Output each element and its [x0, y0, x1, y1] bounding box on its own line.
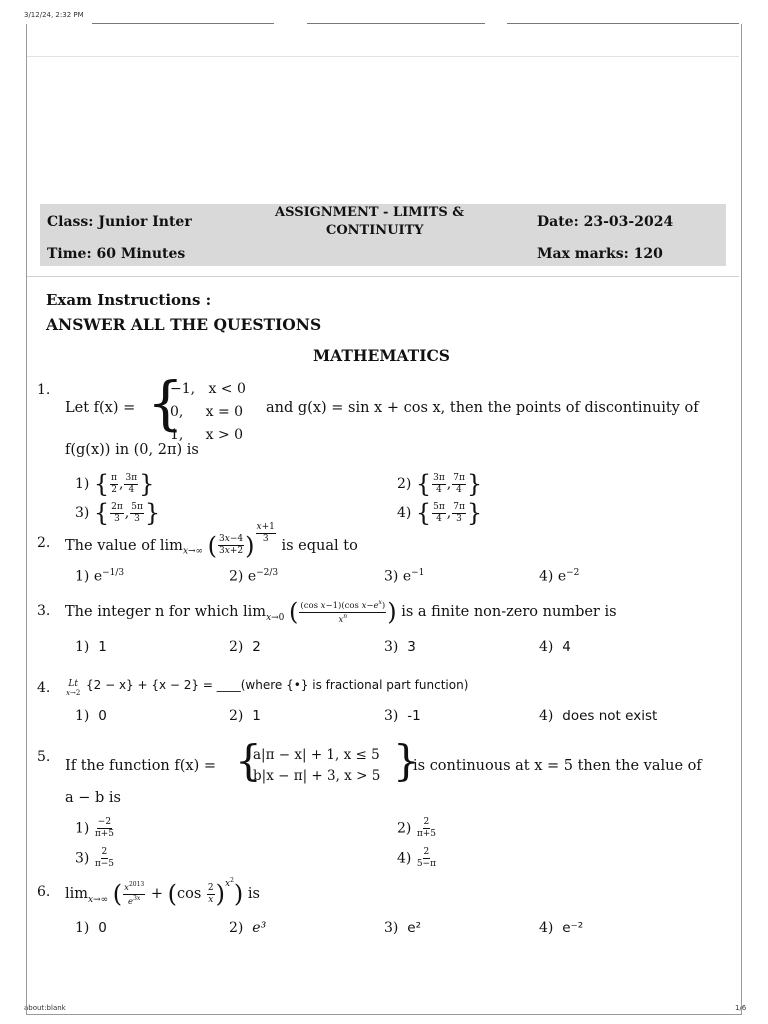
q6-option-3-label: 3)	[384, 920, 399, 936]
q3-option-1-label: 1)	[75, 639, 90, 655]
q2-option-2[interactable]	[229, 568, 278, 585]
q2-tail: is equal to	[281, 537, 358, 554]
q2-option-2-label: 2) e	[229, 568, 257, 585]
footer-url: about:blank	[24, 1004, 66, 1012]
q5-brace-right: }	[393, 736, 420, 785]
q3-option-3-label: 3)	[384, 639, 399, 655]
q4-option-3[interactable]	[384, 708, 421, 724]
q1-case-3: 1, x > 0	[170, 427, 244, 443]
q1-case-2: 0, x = 0	[170, 404, 244, 420]
q3-lead: The integer n for which lim	[65, 604, 267, 620]
q3-option-3-value: 3	[407, 639, 416, 655]
q5-case-1: a|π − x| + 1, x ≤ 5	[253, 747, 380, 763]
q3-option-2[interactable]	[229, 639, 261, 655]
q1-option-3-label: 3)	[75, 505, 90, 521]
q3-option-2-label: 2)	[229, 639, 244, 655]
q2-expression: The value of $\lim_{x\to\infty}$ ( $\frac{3x-4}{3x+2}$ ) $^{\frac{x+1}{3}}$ is equal to	[65, 522, 358, 560]
assignment-title-line2: CONTINUITY	[326, 223, 424, 238]
page-divider	[27, 56, 739, 57]
instructions-heading: Exam Instructions :	[46, 291, 212, 309]
q5-option-1-label: 1)	[75, 820, 90, 837]
q1-line2: f(g(x)) in (0, 2π) is	[65, 442, 199, 458]
q5-option-4[interactable]: 4) $\frac{2}{5-\pi}$	[397, 847, 437, 869]
q6-option-1-value: 0	[98, 920, 107, 936]
q3-number: 3.	[37, 603, 51, 619]
q1-option-1[interactable]: 1) { $\frac{\pi}{2}$ , $\frac{3\pi}{4}$ }	[75, 470, 155, 498]
header-row-2	[40, 244, 726, 266]
q2-option-2-exp: −2/3	[256, 568, 279, 578]
q5-option-1[interactable]: 1) $\frac{-2}{\pi+5}$	[75, 817, 115, 839]
q2-option-1[interactable]	[75, 568, 124, 585]
q6-lead: lim	[65, 886, 89, 902]
q4-option-4-label: 4)	[539, 708, 554, 724]
q5-tail: is continuous at x = 5 then the value of	[413, 758, 702, 774]
page-indicator: 1/6	[735, 1004, 747, 1012]
q5-option-4-label: 4)	[397, 850, 412, 867]
q5-brace-left: {	[235, 736, 262, 785]
q4-option-3-label: 3)	[384, 708, 399, 724]
q3-expression: The integer n for which $\lim_{x\to 0}$ ( $\frac{(\cos x-1)(\cos x-e^x)}{x^n}$ ) is a finite non-zero number is	[65, 598, 617, 626]
q6-option-1[interactable]	[75, 920, 107, 936]
q2-option-4-exp: −2	[566, 568, 580, 578]
q3-option-4-value: 4	[562, 639, 571, 655]
q6-option-4-label: 4)	[539, 920, 554, 936]
header-row-1	[40, 204, 726, 244]
q3-option-4-label: 4)	[539, 639, 554, 655]
q4-option-2[interactable]	[229, 708, 261, 724]
q3-option-1[interactable]	[75, 639, 107, 655]
instructions-text: ANSWER ALL THE QUESTIONS	[46, 315, 322, 334]
q6-option-2-value: e³	[252, 920, 267, 936]
q4-number: 4.	[37, 680, 51, 696]
q1-case-1: −1, x < 0	[170, 381, 246, 397]
q2-option-4-label: 4) e	[539, 568, 567, 585]
q6-option-4[interactable]	[539, 920, 583, 936]
q5-option-2[interactable]: 2) $\frac{2}{\pi+5}$	[397, 817, 437, 839]
q4-limit-symbol: Lt x→2	[66, 679, 81, 697]
q4-option-2-label: 2)	[229, 708, 244, 724]
q1-number: 1.	[37, 382, 51, 398]
q5-option-3[interactable]: 3) $\frac{2}{\pi-5}$	[75, 847, 115, 869]
q2-option-3-exp: −1	[411, 568, 425, 578]
time-label: Time: 60 Minutes	[47, 246, 186, 262]
q6-expression: $\lim_{x\to\infty}$ ( $\frac{x^{2013}}{e^{3x}}$ + (cos $\frac{2}{x}$ )$^{x^2}$) is	[65, 877, 260, 908]
date-label: Date: 23-03-2024	[537, 214, 674, 230]
q3-option-1-value: 1	[98, 639, 107, 655]
q1-option-1-label: 1)	[75, 476, 90, 492]
q5-number: 5.	[37, 749, 51, 765]
q1-tail: and g(x) = sin x + cos x, then the points of discontinuity of	[266, 400, 699, 416]
q1-option-2[interactable]: 2) { $\frac{3\pi}{4}$ , $\frac{7\pi}{4}$ }	[397, 470, 483, 498]
q6-option-4-value: e⁻²	[562, 920, 584, 936]
q6-option-2[interactable]	[229, 920, 266, 936]
q3-option-2-value: 2	[252, 639, 261, 655]
q2-option-1-label: 1) e	[75, 568, 103, 585]
q6-option-3[interactable]	[384, 920, 421, 936]
q5-option-2-label: 2)	[397, 820, 412, 837]
q1-lead: Let f(x) =	[65, 400, 136, 416]
q5-option-3-label: 3)	[75, 850, 90, 867]
assignment-title-line1: ASSIGNMENT - LIMITS &	[275, 205, 464, 220]
q6-option-2-label: 2)	[229, 920, 244, 936]
q1-option-4-label: 4)	[397, 505, 412, 521]
q1-option-4[interactable]: 4) { $\frac{5\pi}{4}$ , $\frac{7\pi}{3}$ }	[397, 499, 483, 527]
q5-cases	[253, 745, 380, 787]
q5-lead: If the function f(x) =	[65, 758, 216, 774]
q3-option-4[interactable]	[539, 639, 571, 655]
subject-title: MATHEMATICS	[313, 346, 450, 365]
q4-option-3-value: -1	[407, 708, 421, 724]
q3-option-3[interactable]	[384, 639, 416, 655]
q6-option-1-label: 1)	[75, 920, 90, 936]
q2-option-4[interactable]	[539, 568, 579, 585]
q4-option-1-label: 1)	[75, 708, 90, 724]
q4-option-1-value: 0	[98, 708, 107, 724]
q1-cases	[170, 378, 246, 447]
print-timestamp: 3/12/24, 2:32 PM	[24, 11, 84, 19]
q2-option-3-label: 3) e	[384, 568, 412, 585]
q2-option-3[interactable]	[384, 568, 424, 585]
q2-lead: The value of lim	[65, 537, 183, 554]
q6-number: 6.	[37, 884, 51, 900]
q4-option-4-value: does not exist	[562, 708, 658, 724]
q4-option-4[interactable]	[539, 708, 657, 724]
header-divider	[27, 276, 739, 277]
q5-case-2: b|x − π| + 3, x > 5	[253, 768, 381, 784]
q3-tail: is a finite non-zero number is	[401, 604, 617, 620]
q2-option-1-exp: −1/3	[102, 568, 125, 578]
max-marks-label: Max marks: 120	[537, 246, 663, 262]
q2-number: 2.	[37, 535, 51, 551]
q4-option-1[interactable]	[75, 708, 107, 724]
q1-option-3[interactable]: 3) { $\frac{2\pi}{3}$ , $\frac{5\pi}{3}$ }	[75, 499, 161, 527]
q6-tail: is	[247, 886, 260, 902]
q5-line2: a − b is	[65, 790, 121, 806]
q4-option-2-value: 1	[252, 708, 261, 724]
q4-lead: {2 − x} + {x − 2} = ____(where {•} is fractional part function)	[86, 678, 469, 692]
q1-brace: {	[147, 369, 184, 437]
q1-option-2-label: 2)	[397, 476, 412, 492]
class-label: Class: Junior Inter	[47, 214, 192, 230]
q6-option-3-value: e²	[407, 920, 421, 936]
